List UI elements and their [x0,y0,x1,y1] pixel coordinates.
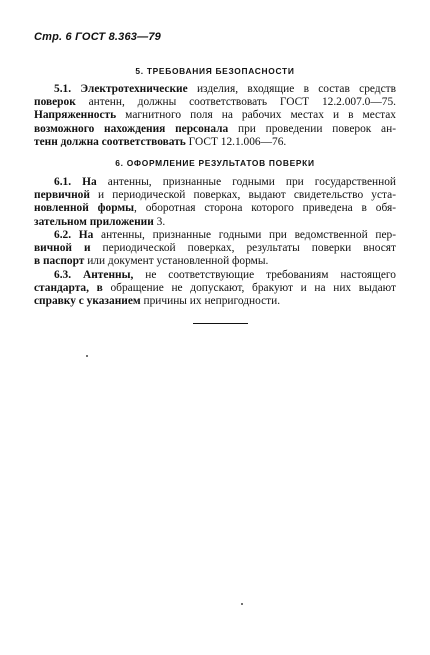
text-line: вичной и периодической поверках, результаты поверки вносят [34,242,396,255]
paragraph-5-1 [34,83,396,149]
text-line: Напряженность магнитного поля на рабочих местах и в местах [34,109,396,122]
text-line: первичной и периодической поверках, выдают свидетельство уста- [34,189,396,202]
text-line: тенн должна соответствовать ГОСТ 12.1.006—76. [34,135,287,148]
text-line: 6.3. Антенны, не соответствующие требованиям настоящего [54,269,396,281]
text-line: 5.1. Электротехнические изделия, входящие в состав средств [54,83,397,95]
text-line: в паспорт или документ установленной формы. [34,255,269,268]
text-line: 6.2. На антенны, признанные годными при ведомственной пер- [54,229,396,241]
section-heading-safety: 5. ТРЕБОВАНИЯ БЕЗОПАСНОСТИ [135,66,295,76]
print-speck [86,355,88,357]
text-line: зательном приложении 3. [34,215,166,228]
print-speck [241,603,243,605]
running-header: Стр. 6 ГОСТ 8.363—79 [34,31,161,43]
paragraph-6-3 [34,269,396,309]
text-line: справку с указанием причины их непригодности. [34,295,281,308]
paragraph-6-2 [34,229,396,269]
text-line: 6.1. На антенны, признанные годными при государственной [54,176,396,188]
text-line: поверок антенн, должны соответствовать ГОСТ 12.2.007.0—75. [34,96,396,109]
section-heading-results: 6. ОФОРМЛЕНИЕ РЕЗУЛЬТАТОВ ПОВЕРКИ [115,158,315,168]
paragraph-6-1 [34,176,396,229]
text-line: новленной формы, оборотная сторона которого приведена в обя- [34,202,396,215]
closing-rule [193,323,248,324]
text-line: стандарта, в обращение не допускают, бракуют и на них выдают [34,282,397,295]
text-line: возможного нахождения персонала при проведении поверок ан- [34,122,396,135]
